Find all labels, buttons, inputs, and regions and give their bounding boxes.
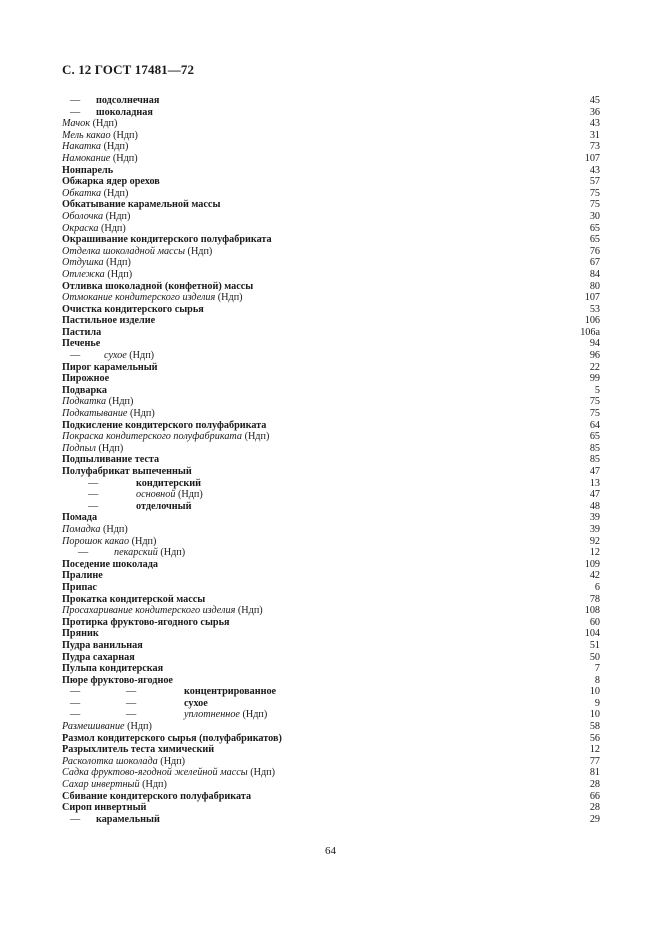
index-entry: [62, 431, 600, 443]
index-entry: [62, 199, 600, 211]
entry-page-number: 47: [589, 489, 600, 501]
entry-term: [62, 165, 113, 177]
entry-term-text: пекарский: [114, 547, 158, 559]
continuation-dash: —: [126, 709, 137, 721]
entry-ndp-mark: (Ндп): [175, 489, 203, 501]
index-entry: [62, 617, 600, 629]
index-entry: [62, 107, 600, 119]
entry-page-number: 107: [584, 292, 600, 304]
entry-term-text: Нонпарель: [62, 164, 114, 176]
entry-term: [62, 153, 138, 165]
entry-term: [62, 304, 204, 316]
entry-term: [136, 489, 203, 501]
entry-term: [62, 420, 266, 432]
continuation-dash: —: [88, 477, 99, 489]
index-entry: [62, 373, 600, 385]
entry-term: [62, 721, 152, 733]
entry-ndp-mark: (Ндп): [185, 245, 213, 257]
entry-ndp-mark: (Ндп): [242, 431, 270, 443]
index-entry: [62, 362, 600, 374]
index-entry: [62, 594, 600, 606]
entry-page-number: 108: [584, 605, 600, 617]
entry-term-text: Пудра ванильная: [62, 639, 143, 651]
entry-term: [62, 443, 123, 455]
entry-term-text: Пралине: [62, 570, 103, 582]
entry-ndp-mark: (Ндп): [247, 767, 276, 779]
entry-term: [62, 269, 132, 281]
entry-term-text: Пудра сахарная: [62, 651, 135, 663]
continuation-dash: —: [70, 350, 81, 362]
entry-term-text: Отлежка: [62, 268, 105, 280]
entry-term: [62, 767, 275, 779]
entry-ndp-mark: (Ндп): [98, 222, 126, 234]
entry-term: [96, 107, 153, 119]
entry-term-text: основной: [136, 489, 176, 501]
entry-term: [104, 350, 154, 362]
entry-ndp-mark: (Ндп): [157, 547, 186, 559]
entry-term: [62, 454, 159, 466]
entry-term-text: Подварка: [62, 384, 107, 396]
entry-term-text: Разрыхлитель теста химический: [62, 744, 215, 756]
entry-page-number: 75: [589, 199, 600, 211]
entry-term: [62, 640, 143, 652]
entry-page-number: 77: [589, 755, 600, 767]
index-entry: [62, 281, 600, 293]
entry-ndp-mark: (Ндп): [127, 408, 155, 420]
entry-term: [62, 362, 158, 374]
entry-page-number: 84: [589, 268, 600, 280]
entry-term-text: Накатка: [62, 141, 102, 153]
entry-term: [62, 582, 97, 594]
index-entry: [62, 547, 600, 559]
index-entry: [62, 663, 600, 675]
entry-term: [62, 292, 243, 304]
entry-term-text: Отмокание кондитерского изделия: [62, 292, 216, 304]
entry-ndp-mark: (Ндп): [215, 292, 243, 304]
page-number: 64: [325, 845, 336, 857]
entry-term: [62, 559, 158, 571]
index-entry: [62, 118, 600, 130]
index-entry: [62, 709, 600, 721]
continuation-dash: —: [70, 697, 81, 709]
index-entry: [62, 570, 600, 582]
entry-term: [62, 130, 138, 142]
continuation-dash: —: [126, 686, 137, 698]
entry-page-number: 30: [589, 210, 600, 222]
entry-page-number: 65: [589, 222, 600, 234]
index-entry: [62, 130, 600, 142]
entry-term-text: Подкатывание: [62, 408, 128, 420]
entry-term: [114, 547, 185, 559]
index-entry: [62, 420, 600, 432]
index-entry: [62, 466, 600, 478]
index-entry: [62, 605, 600, 617]
entry-page-number: 12: [589, 744, 600, 756]
entry-ndp-mark: (Ндп): [95, 442, 124, 454]
entry-term-text: Прокатка кондитерской массы: [62, 593, 206, 605]
entry-term-text: Печенье: [62, 338, 101, 350]
entry-ndp-mark: (Ндп): [110, 129, 138, 141]
index-entry: [62, 257, 600, 269]
index-entry: [62, 141, 600, 153]
index-entry: [62, 269, 600, 281]
entry-term: [62, 628, 99, 640]
entry-page-number: 22: [589, 361, 600, 373]
entry-term: [62, 246, 212, 258]
entry-page-number: 36: [589, 106, 600, 118]
index-entry: [62, 396, 600, 408]
entry-term-text: Садка фруктово-ягодной желейной массы: [62, 767, 248, 779]
entry-term-text: Отдушка: [62, 257, 104, 269]
entry-term: [62, 211, 130, 223]
entry-ndp-mark: (Ндп): [100, 523, 128, 535]
index-entry: [62, 791, 600, 803]
index-entry: [62, 756, 600, 768]
index-entry: [62, 721, 600, 733]
continuation-dash: —: [70, 95, 81, 106]
entry-page-number: 80: [589, 280, 600, 292]
entry-term: [62, 188, 128, 200]
entry-page-number: 94: [589, 338, 600, 350]
entry-page-number: 73: [589, 141, 600, 153]
entry-term: [62, 605, 263, 617]
index-entry: [62, 176, 600, 188]
entry-term: [62, 431, 269, 443]
entry-ndp-mark: (Ндп): [104, 268, 133, 280]
entry-ndp-mark: (Ндп): [101, 187, 129, 199]
entry-page-number: 96: [589, 350, 600, 362]
entry-term-text: Поседение шоколада: [62, 558, 158, 570]
index-entry: [62, 478, 600, 490]
entry-term-text: Окрашивание кондитерского полуфабриката: [62, 234, 272, 246]
entry-page-number: 6: [594, 581, 600, 593]
index-entry: [62, 767, 600, 779]
continuation-dash: —: [88, 500, 99, 512]
entry-page-number: 60: [589, 616, 600, 628]
entry-ndp-mark: (Ндп): [110, 152, 138, 164]
index-entry: [62, 443, 600, 455]
index-entry: [62, 698, 600, 710]
entry-page-number: 13: [589, 477, 600, 489]
entry-page-number: 85: [589, 442, 600, 454]
index-entry: [62, 246, 600, 258]
entry-term: [62, 199, 220, 211]
index-entry: [62, 350, 600, 362]
entry-term: [136, 478, 201, 490]
index-entry: [62, 292, 600, 304]
continuation-dash: —: [126, 697, 137, 709]
entry-page-number: 75: [589, 396, 600, 408]
entry-term-text: Пульпа кондитерская: [62, 663, 164, 675]
entry-term: [62, 744, 214, 756]
entry-term-text: Покраска кондитерского полуфабриката: [62, 431, 243, 443]
entry-term: [62, 512, 97, 524]
entry-page-number: 106а: [580, 326, 600, 338]
entry-term: [62, 408, 155, 420]
entry-term-text: сухое: [104, 350, 127, 362]
entry-page-number: 67: [589, 257, 600, 269]
index-entry: [62, 744, 600, 756]
index-entry: [62, 582, 600, 594]
index-entry: [62, 802, 600, 814]
entry-term-text: Обкатывание карамельной массы: [62, 199, 221, 211]
entry-term-text: Подпыл: [62, 442, 96, 454]
entry-term: [96, 95, 159, 107]
entry-term-text: Порошок какао: [62, 535, 130, 547]
entry-term-text: Помадка: [62, 523, 101, 535]
entry-term-text: Мель какао: [62, 129, 111, 141]
index-entry: [62, 385, 600, 397]
entry-ndp-mark: (Ндп): [126, 350, 155, 362]
index-entry: [62, 779, 600, 791]
entry-page-number: 9: [594, 697, 600, 709]
index-entry: [62, 512, 600, 524]
entry-term-text: карамельный: [96, 813, 160, 825]
index-entry: [62, 559, 600, 571]
entry-term-text: Сбивание кондитерского полуфабриката: [62, 790, 252, 802]
entry-page-number: 57: [589, 176, 600, 188]
entry-term: [62, 141, 128, 153]
entry-page-number: 5: [594, 384, 600, 396]
index-entry: [62, 338, 600, 350]
index-entry: [62, 327, 600, 339]
entry-page-number: 65: [589, 431, 600, 443]
entry-term-text: Окраска: [62, 222, 99, 234]
index-entry: [62, 628, 600, 640]
entry-term-text: кондитерский: [136, 477, 202, 489]
page-header: С. 12 ГОСТ 17481—72: [62, 62, 195, 77]
entry-term: [62, 802, 146, 814]
entry-term: [62, 791, 251, 803]
entry-term: [62, 536, 156, 548]
entry-term: [62, 223, 126, 235]
index-entry: [62, 675, 600, 687]
entry-ndp-mark: (Ндп): [106, 396, 134, 408]
entry-page-number: 42: [589, 570, 600, 582]
entry-page-number: 81: [589, 767, 600, 779]
entry-page-number: 99: [589, 373, 600, 385]
entry-term: [62, 756, 185, 768]
entry-page-number: 39: [589, 512, 600, 524]
entry-page-number: 8: [594, 674, 600, 686]
entry-term: [62, 315, 155, 327]
entry-ndp-mark: (Ндп): [129, 535, 157, 547]
entry-term-text: Намокание: [62, 152, 111, 164]
entry-page-number: 78: [589, 593, 600, 605]
entry-term: [184, 709, 267, 721]
entry-term: [62, 594, 205, 606]
entry-page-number: 12: [589, 547, 600, 559]
entry-ndp-mark: (Ндп): [103, 257, 131, 269]
entry-page-number: 10: [589, 709, 600, 721]
entry-page-number: 7: [594, 663, 600, 675]
entry-page-number: 10: [589, 686, 600, 698]
entry-term-text: Протирка фруктово-ягодного сырья: [62, 616, 230, 628]
entry-term-text: уплотненное: [184, 709, 240, 721]
entry-term-text: Пастильное изделие: [62, 315, 156, 327]
entry-term-text: Припас: [62, 581, 97, 593]
entry-page-number: 31: [589, 129, 600, 141]
entry-page-number: 50: [589, 651, 600, 663]
index-entry: [62, 95, 600, 107]
entry-term: [184, 686, 276, 698]
entry-page-number: 64: [589, 419, 600, 431]
entry-term: [62, 570, 103, 582]
entry-term-text: подсолнечная: [96, 95, 160, 106]
index-entry: [62, 733, 600, 745]
entry-term: [62, 118, 117, 130]
entry-term-text: Подкатка: [62, 396, 107, 408]
entry-term-text: Обжарка ядер орехов: [62, 176, 160, 188]
entry-page-number: 43: [589, 118, 600, 130]
entry-term: [62, 338, 100, 350]
index-entry: [62, 188, 600, 200]
entry-term-text: Пряник: [62, 628, 99, 640]
entry-page-number: 29: [589, 813, 600, 825]
entry-ndp-mark: (Ндп): [90, 118, 118, 130]
entry-page-number: 47: [589, 466, 600, 477]
continuation-dash: —: [70, 686, 81, 698]
index-entry: [62, 165, 600, 177]
index-entry: [62, 686, 600, 698]
index-entry: [62, 814, 600, 826]
entry-term: [184, 698, 208, 710]
entry-page-number: 39: [589, 523, 600, 535]
entry-term-text: Размол кондитерского сырья (полуфабрикатов): [62, 732, 282, 744]
index-entry: [62, 501, 600, 513]
entry-term-text: Мачок: [62, 118, 91, 130]
entry-term: [62, 617, 229, 629]
entry-page-number: 107: [584, 152, 600, 164]
entry-page-number: 65: [589, 234, 600, 246]
index-entry: [62, 408, 600, 420]
entry-term-text: Полуфабрикат выпеченный: [62, 466, 192, 477]
entry-term-text: шоколадная: [96, 106, 153, 118]
index-entry: [62, 640, 600, 652]
entry-term: [62, 396, 133, 408]
term-index-list: [62, 95, 600, 825]
continuation-dash: —: [78, 547, 89, 559]
entry-page-number: 45: [589, 95, 600, 106]
continuation-dash: —: [70, 106, 81, 118]
entry-term-text: Оболочка: [62, 210, 104, 222]
entry-ndp-mark: (Ндп): [124, 721, 152, 733]
entry-page-number: 56: [589, 732, 600, 744]
entry-term: [62, 652, 135, 664]
entry-term: [62, 176, 160, 188]
entry-term: [62, 281, 253, 293]
continuation-dash: —: [88, 489, 99, 501]
entry-term-text: Пастила: [62, 326, 102, 338]
entry-term-text: Подпыливание теста: [62, 454, 160, 466]
index-entry: [62, 211, 600, 223]
entry-page-number: 104: [584, 628, 600, 640]
entry-term-text: Очистка кондитерского сырья: [62, 303, 204, 315]
entry-page-number: 75: [589, 408, 600, 420]
entry-term: [62, 733, 282, 745]
entry-term-text: Сироп инвертный: [62, 802, 147, 814]
entry-term-text: сухое: [184, 697, 208, 709]
entry-page-number: 76: [589, 245, 600, 257]
entry-term-text: Сахар инвертный: [62, 779, 140, 791]
entry-ndp-mark: (Ндп): [239, 709, 268, 721]
index-entry: [62, 153, 600, 165]
entry-page-number: 48: [589, 500, 600, 512]
entry-page-number: 28: [589, 802, 600, 814]
entry-page-number: 75: [589, 187, 600, 199]
entry-term-text: Обкатка: [62, 187, 102, 199]
entry-term-text: Помада: [62, 512, 98, 524]
entry-term: [62, 675, 173, 687]
entry-page-number: 53: [589, 303, 600, 315]
index-entry: [62, 524, 600, 536]
entry-page-number: 28: [589, 779, 600, 791]
entry-ndp-mark: (Ндп): [157, 755, 186, 767]
entry-term: [62, 663, 163, 675]
index-entry: [62, 489, 600, 501]
entry-ndp-mark: (Ндп): [235, 605, 263, 617]
entry-term: [62, 373, 109, 385]
entry-page-number: 51: [589, 639, 600, 651]
entry-term-text: Размешивание: [62, 721, 125, 733]
entry-page-number: 106: [584, 315, 600, 327]
entry-page-number: 66: [589, 790, 600, 802]
entry-term-text: Пирог карамельный: [62, 361, 158, 373]
entry-page-number: 109: [584, 558, 600, 570]
entry-page-number: 92: [589, 535, 600, 547]
entry-term-text: Отделка шоколадной массы: [62, 245, 185, 257]
entry-term-text: Просахаривание кондитерского изделия: [62, 605, 236, 617]
entry-term-text: Подкисление кондитерского полуфабриката: [62, 419, 267, 431]
entry-term: [62, 524, 128, 536]
entry-term: [62, 234, 272, 246]
entry-term: [62, 779, 167, 791]
continuation-dash: —: [70, 813, 81, 825]
continuation-dash: —: [70, 709, 81, 721]
index-entry: [62, 536, 600, 548]
entry-term-text: Расколотка шоколада: [62, 755, 158, 767]
entry-term-text: Пирожное: [62, 373, 110, 385]
entry-term-text: Пюре фруктово-ягодное: [62, 674, 173, 686]
entry-term: [62, 385, 107, 397]
entry-page-number: 85: [589, 454, 600, 466]
entry-term-text: отделочный: [136, 500, 192, 512]
index-entry: [62, 234, 600, 246]
entry-page-number: 58: [589, 721, 600, 733]
index-entry: [62, 304, 600, 316]
entry-term: [136, 501, 192, 513]
entry-page-number: 43: [589, 164, 600, 176]
index-entry: [62, 652, 600, 664]
index-entry: [62, 223, 600, 235]
entry-term: [62, 327, 101, 339]
entry-ndp-mark: (Ндп): [139, 779, 167, 791]
entry-ndp-mark: (Ндп): [103, 210, 131, 222]
index-entry: [62, 454, 600, 466]
entry-term: [62, 257, 131, 269]
entry-term: [62, 466, 192, 478]
entry-ndp-mark: (Ндп): [101, 141, 129, 153]
entry-term-text: концентрированное: [184, 686, 277, 698]
entry-term: [96, 814, 160, 826]
entry-term-text: Отливка шоколадной (конфетной) массы: [62, 280, 254, 292]
index-entry: [62, 315, 600, 327]
